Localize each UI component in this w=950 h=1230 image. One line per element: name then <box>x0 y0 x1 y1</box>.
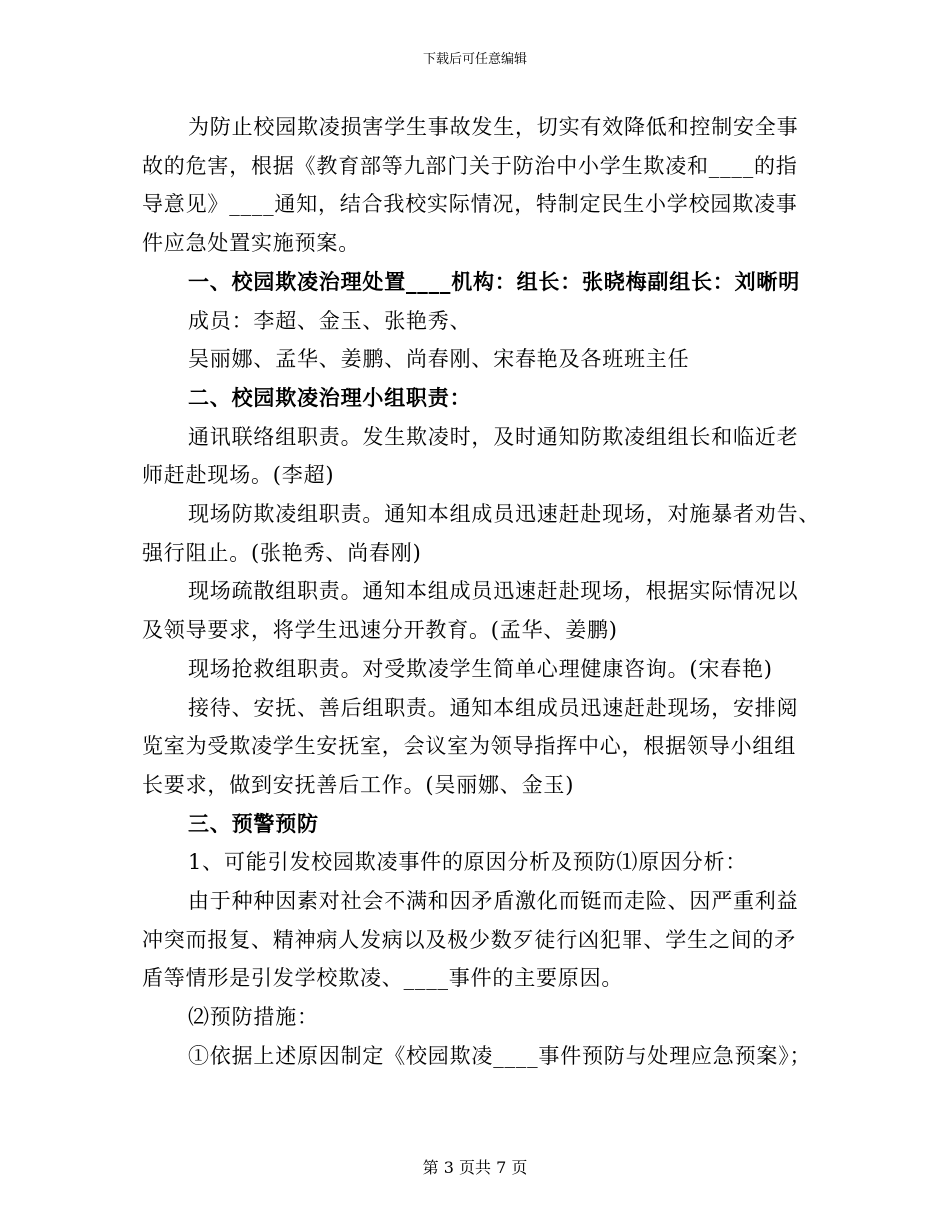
page-number: 第 3 页共 7 页 <box>422 1158 528 1177</box>
body-line: 1、可能引发校园欺凌事件的原因分析及预防⑴原因分析： <box>188 850 748 875</box>
body-line: 成员：李超、金玉、张艳秀、 <box>188 308 472 333</box>
body-line: 由于种种因素对社会不满和因矛盾激化而铤而走险、因严重利益 <box>188 889 799 914</box>
section-heading: 一、校园欺凌治理处置____机构：组长：张晓梅副组长：刘晰明 <box>188 268 800 294</box>
body-line: 强行阻止。(张艳秀、尚春刚) <box>142 540 422 565</box>
body-line: ①依据上述原因制定《校园欺凌____事件预防与处理应急预案》； <box>188 1043 812 1068</box>
body-line: 现场抢救组职责。对受欺凌学生简单心理健康咨询。(宋春艳) <box>188 656 773 681</box>
body-line: 接待、安抚、善后组职责。通知本组成员迅速赶赴现场，安排阅 <box>188 695 799 720</box>
body-line: 现场防欺凌组职责。通知本组成员迅速赶赴现场，对施暴者劝告、 <box>188 502 821 527</box>
body-line: 长要求，做到安抚善后工作。(吴丽娜、金玉) <box>142 772 575 797</box>
page-header: 下载后可任意编辑 <box>422 52 527 67</box>
body-line: 导意见》____通知，结合我校实际情况，特制定民生小学校园欺凌事 <box>142 192 798 217</box>
section-heading: 二、校园欺凌治理小组职责： <box>188 384 472 410</box>
section-heading: 三、预警预防 <box>188 810 319 836</box>
body-line: 吴丽娜、孟华、姜鹏、尚春刚、宋春艳及各班班主任 <box>188 347 690 372</box>
body-line: 故的危害，根据《教育部等九部门关于防治中小学生欺凌和____的指 <box>142 153 798 178</box>
body-line: 览室为受欺凌学生安抚室，会议室为领导指挥中心，根据领导小组组 <box>142 734 796 759</box>
body-line: ⑵预防措施： <box>188 1005 319 1030</box>
body-line: 件应急处置实施预案。 <box>142 231 360 256</box>
body-line: 现场疏散组职责。通知本组成员迅速赶赴现场，根据实际情况以 <box>188 579 799 604</box>
document-body <box>142 108 821 1076</box>
body-line: 师赶赴现场。(李超) <box>142 463 335 488</box>
body-line: 通讯联络组职责。发生欺凌时，及时通知防欺凌组组长和临近老 <box>188 424 799 449</box>
body-line: 盾等情形是引发学校欺凌、____事件的主要原因。 <box>142 966 624 991</box>
body-line: 及领导要求，将学生迅速分开教育。(孟华、姜鹏) <box>142 618 618 643</box>
body-line: 冲突而报复、精神病人发病以及极少数歹徒行凶犯罪、学生之间的矛 <box>142 927 796 952</box>
body-line: 为防止校园欺凌损害学生事故发生，切实有效降低和控制安全事 <box>188 115 799 139</box>
